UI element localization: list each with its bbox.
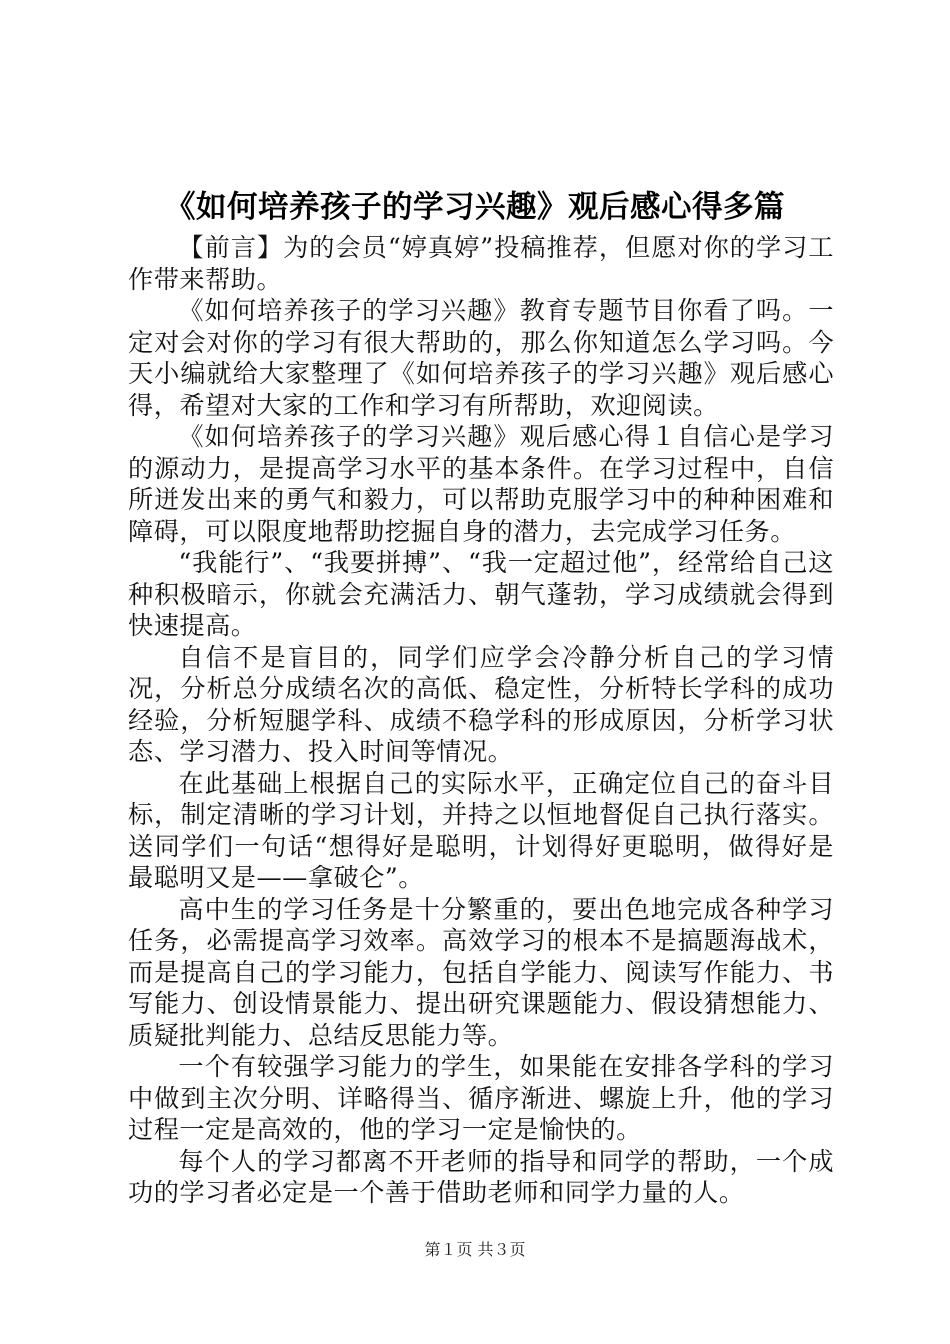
paragraph-planning: 在此基础上根据自己的实际水平，正确定位自己的奋斗目标，制定清晰的学习计划，并持之以恒地督促自己执行落实。送同学们一句话“想得好是聪明，计划得好更聪明，做得好是最聪明又是——拿破仑”。 — [128, 768, 834, 892]
paragraph-help: 每个人的学习都离不开老师的指导和同学的帮助，一个成功的学习者必定是一个善于借助老师和同学力量的人。 — [128, 1146, 834, 1207]
document-title: 《如何培养孩子的学习兴趣》观后感心得多篇 — [165, 190, 785, 225]
page-number: 第１页 共３页 — [424, 1240, 526, 1259]
paragraph-preface: 【前言】为的会员“婷真婷”投稿推荐，但愿对你的学习工作带来帮助。 — [128, 233, 834, 294]
paragraph-efficiency: 高中生的学习任务是十分繁重的，要出色地完成各种学习任务，必需提高学习效率。高效学习的根本不是搞题海战术，而是提高自己的学习能力，包括自学能力、阅读写作能力、书写能力、创设情景能力、提出研究课题能力、假设猜想能力、质疑批判能力、总结反思能力等。 — [128, 894, 834, 1050]
paragraph-self-affirmation: “我能行”、“我要拼搏”、“我一定超过他”，经常给自己这种积极暗示，你就会充满活力、朝气蓬勃，学习成绩就会得到快速提高。 — [128, 548, 834, 640]
document-body — [128, 232, 834, 1209]
paragraph-confidence: 《如何培养孩子的学习兴趣》观后感心得１自信心是学习的源动力，是提高学习水平的基本条件。在学习过程中，自信所迸发出来的勇气和毅力，可以帮助克服学习中的种种困难和障碍，可以限度地帮助挖掘自身的潜力，去完成学习任务。 — [128, 422, 834, 546]
paragraph-ability: 一个有较强学习能力的学生，如果能在安排各学科的学习中做到主次分明、详略得当、循序渐进、螺旋上升，他的学习过程一定是高效的，他的学习一定是愉快的。 — [128, 1052, 834, 1144]
paragraph-intro: 《如何培养孩子的学习兴趣》教育专题节目你看了吗。一定对会对你的学习有很大帮助的，那么你知道怎么学习吗。今天小编就给大家整理了《如何培养孩子的学习兴趣》观后感心得，希望对大家的工作和学习有所帮助，欢迎阅读。 — [128, 296, 834, 420]
paragraph-analysis: 自信不是盲目的，同学们应学会冷静分析自己的学习情况，分析总分成绩名次的高低、稳定性，分析特长学科的成功经验，分析短腿学科、成绩不稳学科的形成原因，分析学习状态、学习潜力、投入时间等情况。 — [128, 642, 834, 766]
